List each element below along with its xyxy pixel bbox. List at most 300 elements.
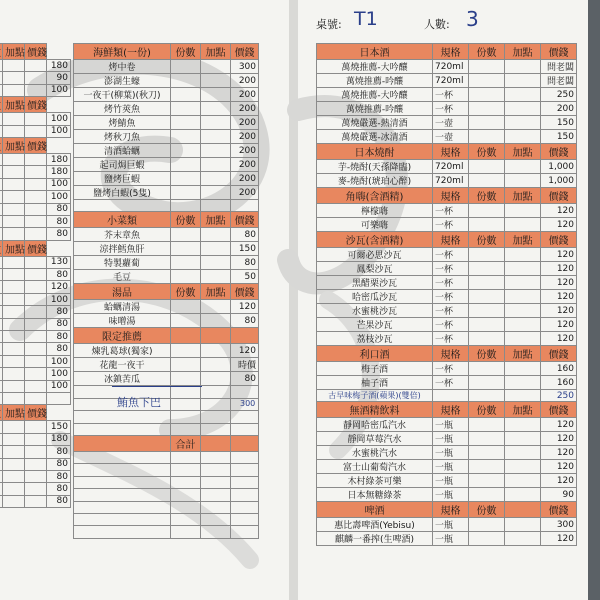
extra-cell [505,488,541,502]
menu-item-row [317,474,577,488]
item-name-cell: 萬燒推薦-大吟釀 [317,60,433,74]
section-header-row [0,137,71,153]
extra-cell [505,362,541,376]
quantity-cell [3,380,25,392]
extra-cell [201,60,231,74]
menu-item-row [0,458,71,470]
menu-item-row [317,174,577,188]
menu-item-row [74,116,259,130]
price-cell: 130 [47,256,71,268]
menu-item-row [317,518,577,532]
menu-item-row [74,344,259,358]
extra-cell [201,300,231,314]
menu-item-row [0,125,71,137]
price-cell: 200 [231,144,259,158]
price-cell: 200 [231,172,259,186]
quantity-cell [3,318,25,330]
menu-item-row [0,113,71,125]
extra-cell [201,464,231,476]
header-cell: 日本酒 [317,44,433,60]
header-cell: 價錢 [231,212,259,228]
extra-cell [25,178,47,190]
quantity-cell [469,390,505,402]
extra-cell [25,281,47,293]
header-cell: 小菜類 [74,212,171,228]
menu-item-row [0,331,71,343]
header-cell: 價錢 [25,240,47,256]
price-cell [231,464,259,476]
header-cell: 規格 [433,402,469,418]
section-header-row [317,402,577,418]
extra-cell [505,518,541,532]
price-cell: 80 [47,483,71,495]
item-name-cell [74,411,171,423]
header-cell: 加點 [505,232,541,248]
price-cell: 200 [231,88,259,102]
section-header-row [74,328,259,344]
header-cell: 限定推薦 [74,328,171,344]
price-cell: 120 [541,332,577,346]
drinks-table [316,43,577,546]
price-cell: 200 [231,186,259,200]
item-name-cell [74,423,171,435]
quantity-cell [171,476,201,488]
item-name-cell: 靜岡哈密瓜汽水 [317,418,433,432]
menu-item-row [74,489,259,501]
quantity-cell [3,153,25,165]
quantity-cell [171,144,201,158]
menu-item-row [74,423,259,435]
extra-cell [201,513,231,525]
item-name-cell: 惠比壽啤酒(Yebisu) [317,518,433,532]
section-header-row [317,232,577,248]
item-name-cell: 可爾必思沙瓦 [317,248,433,262]
header-cell: 規格 [433,346,469,362]
extra-cell [505,532,541,546]
quantity-cell [171,451,201,463]
menu-item-row [317,276,577,290]
price-cell: 1,000 [541,174,577,188]
price-cell: 80 [47,331,71,343]
spec-cell: 一瓶 [433,488,469,502]
spec-cell: 一杯 [433,290,469,304]
extra-cell [505,102,541,116]
quantity-cell [469,174,505,188]
quantity-cell [171,186,201,200]
item-name-cell: 煉乳葛球(獨家) [74,344,171,358]
menu-item-row [317,460,577,474]
header-cell: 合計 [171,435,201,451]
price-cell: 50 [231,270,259,284]
extra-cell [201,102,231,116]
price-cell [231,200,259,212]
menu-item-row [0,495,71,507]
extra-cell [25,269,47,281]
section-header-row [74,284,259,300]
spec-cell: 一瓶 [433,474,469,488]
header-cell: 規格 [433,44,469,60]
price-cell [231,501,259,513]
header-cell: 規格 [433,232,469,248]
price-cell: 150 [541,116,577,130]
extra-cell [505,318,541,332]
menu-item-row [74,398,259,410]
extra-cell [505,276,541,290]
extra-cell [201,88,231,102]
item-name-cell: 富士山葡萄汽水 [317,460,433,474]
header-cell: 份數 [469,402,505,418]
extra-cell [25,318,47,330]
price-cell: 80 [231,228,259,242]
item-name-cell: 澎湖生蠔 [74,74,171,88]
menu-item-row [74,464,259,476]
header-cell: 加點 [3,405,25,421]
people-count-value: 3 [466,7,479,31]
handwritten-item: 鮪魚下巴 [117,396,161,409]
quantity-cell [3,470,25,482]
quantity-cell [469,116,505,130]
item-name-cell: 麥-燒酎(琥珀心醉) [317,174,433,188]
menu-item-row [0,343,71,355]
section-header-row [317,188,577,204]
header-cell: 份數 [171,44,201,60]
header-cell: 湯品 [74,284,171,300]
item-name-cell: 萬燒推薦-吟釀 [317,74,433,88]
quantity-cell [469,460,505,474]
price-cell [231,411,259,423]
menu-item-row [0,392,71,404]
price-cell: 80 [47,470,71,482]
quantity-cell [3,113,25,125]
header-cell: 加點 [3,97,25,113]
price-cell [231,513,259,525]
quantity-cell [3,343,25,355]
menu-item-row [317,74,577,88]
header-cell: 價錢 [25,405,47,421]
item-name-cell: 荔枝沙瓦 [317,332,433,346]
menu-item-row [317,262,577,276]
quantity-cell [3,166,25,178]
menu-item-row [74,60,259,74]
menu-item-row [0,269,71,281]
price-cell: 120 [541,262,577,276]
header-cell: 價錢 [541,232,577,248]
extra-cell [505,160,541,174]
menu-item-row [0,203,71,215]
item-name-cell: 花龍一夜干 [74,358,171,372]
header-cell: 份數 [469,44,505,60]
menu-item-row [317,318,577,332]
item-name-cell [74,464,171,476]
left-menu-sheet [0,0,290,600]
item-name-cell [74,513,171,525]
price-cell [231,386,259,398]
extra-cell [25,433,47,445]
price-cell: 250 [541,88,577,102]
menu-item-row [317,160,577,174]
extra-cell [505,74,541,88]
quantity-cell [3,228,25,240]
quantity-cell [171,228,201,242]
header-cell: 加點 [505,402,541,418]
quantity-cell [171,74,201,88]
menu-item-row [0,483,71,495]
quantity-cell [3,269,25,281]
header-cell: 加點 [201,212,231,228]
page-fold [289,0,298,600]
extra-cell [201,74,231,88]
extra-cell [201,489,231,501]
menu-item-row [317,488,577,502]
header-cell: 加點 [505,144,541,160]
right-menu-sheet [298,0,588,600]
menu-item-row [74,372,259,386]
menu-item-row [74,476,259,488]
extra-cell [201,172,231,186]
price-cell: 300 [541,518,577,532]
quantity-cell [469,204,505,218]
extra-cell [25,495,47,507]
quantity-cell [469,474,505,488]
header-cell: 價錢 [541,502,577,518]
item-name-cell: 水蜜桃汽水 [317,446,433,460]
quantity-cell [171,172,201,186]
menu-item-row [74,256,259,270]
item-name-cell: 芥末章魚 [74,228,171,242]
item-name-cell: 檸檬嗨 [317,204,433,218]
header-cell: 角嗨(含酒精) [317,188,433,204]
spec-cell: 一杯 [433,204,469,218]
price-cell: 100 [47,113,71,125]
menu-item-row [317,418,577,432]
extra-cell [505,304,541,318]
price-cell: 80 [47,215,71,227]
extra-cell [201,358,231,372]
quantity-cell [171,158,201,172]
section-header-row [74,435,259,451]
price-cell: 120 [541,204,577,218]
quantity-cell [469,130,505,144]
price-cell: 100 [47,191,71,203]
handwritten-strike [112,386,202,387]
extra-cell [505,174,541,188]
item-name-cell: 可樂嗨 [317,218,433,232]
quantity-cell [469,290,505,304]
menu-item-row [74,88,259,102]
menu-item-row [0,178,71,190]
extra-cell [25,458,47,470]
quantity-cell [469,248,505,262]
quantity-cell [469,432,505,446]
price-cell: 80 [231,372,259,386]
price-cell: 80 [47,269,71,281]
item-name-cell: 烤鯖魚 [74,116,171,130]
quantity-cell [3,191,25,203]
extra-cell [505,218,541,232]
quantity-cell [469,532,505,546]
price-cell: 250 [541,390,577,402]
menu-item-row [74,130,259,144]
header-cell: 價錢 [541,188,577,204]
extra-cell [201,526,231,538]
price-cell: 120 [541,248,577,262]
extra-cell [201,242,231,256]
price-cell: 90 [541,488,577,502]
extra-cell [201,116,231,130]
spec-cell: 一杯 [433,218,469,232]
extra-cell [25,60,47,72]
item-name-cell: 清酒蛤蠣 [74,144,171,158]
extra-cell [201,130,231,144]
quantity-cell [3,331,25,343]
header-cell [201,328,231,344]
item-name-cell: 柚子酒 [317,376,433,390]
quantity-cell [469,332,505,346]
menu-item-row [0,166,71,178]
price-cell: 80 [47,446,71,458]
header-cell: 加點 [201,44,231,60]
menu-item-row [0,318,71,330]
header-cell: 價錢 [541,44,577,60]
extra-cell [201,270,231,284]
extra-cell [25,331,47,343]
menu-item-row [0,215,71,227]
spec-cell: 720ml [433,74,469,88]
quantity-cell [3,84,25,96]
section-header-row [317,44,577,60]
menu-item-row [0,368,71,380]
menu-item-row [74,158,259,172]
section-header-row [0,240,71,256]
item-name-cell: 靜岡草莓汽水 [317,432,433,446]
menu-item-row [74,270,259,284]
item-name-cell: 鹽烤白蝦(5隻) [74,186,171,200]
extra-cell [25,368,47,380]
price-cell: 120 [47,281,71,293]
menu-item-row [0,72,71,84]
extra-cell [201,386,231,398]
quantity-cell [3,293,25,305]
menu-item-row [0,281,71,293]
price-cell: 80 [47,458,71,470]
price-cell: 120 [541,290,577,304]
extra-cell [505,418,541,432]
item-name-cell: 麒麟一番搾(生啤酒) [317,532,433,546]
menu-item-row [74,186,259,200]
menu-item-row [317,218,577,232]
quantity-cell [3,178,25,190]
quantity-cell [469,276,505,290]
extra-cell [505,474,541,488]
extra-cell [201,344,231,358]
header-cell: 價錢 [541,144,577,160]
menu-item-row [74,102,259,116]
price-cell: 80 [47,318,71,330]
item-name-cell [74,451,171,463]
item-name-cell: 萬燒推薦-吟釀 [317,102,433,116]
extra-cell [505,60,541,74]
quantity-cell [469,60,505,74]
header-cell: 加點 [3,240,25,256]
item-name-cell: 古早味梅子酒(蘋果)(雙倍) [317,390,433,402]
quantity-cell [3,215,25,227]
seafood-table [73,43,259,539]
extra-cell [505,446,541,460]
section-header-row [74,212,259,228]
extra-cell [505,432,541,446]
menu-item-row [0,60,71,72]
quantity-cell [3,125,25,137]
item-name-cell: 冰鎮苦瓜 [74,372,171,386]
price-cell: 120 [541,418,577,432]
quantity-cell [171,116,201,130]
item-name-cell: 梅子酒 [317,362,433,376]
price-cell: 160 [541,362,577,376]
header-cell: 海鮮類(一份) [74,44,171,60]
menu-item-row [317,362,577,376]
menu-item-row [0,355,71,367]
quantity-cell [469,446,505,460]
price-cell: 200 [231,130,259,144]
extra-cell [25,470,47,482]
spec-cell: 720ml [433,174,469,188]
header-cell: 價錢 [25,44,47,60]
price-cell: 120 [541,460,577,474]
quantity-cell [469,304,505,318]
quantity-cell [3,60,25,72]
quantity-cell [3,433,25,445]
menu-item-row [317,130,577,144]
price-cell: 200 [231,116,259,130]
extra-cell [505,390,541,402]
spec-cell: 720ml [433,60,469,74]
quantity-cell [171,256,201,270]
extra-cell [25,421,47,433]
menu-item-row [317,390,577,402]
extra-cell [201,158,231,172]
price-cell: 180 [47,433,71,445]
header-cell: 加點 [505,44,541,60]
menu-item-row [0,256,71,268]
price-cell: 120 [541,446,577,460]
quantity-cell [171,60,201,74]
price-cell: 80 [47,228,71,240]
spec-cell [433,390,469,402]
quantity-cell [171,300,201,314]
menu-item-row [74,411,259,423]
menu-item-row [317,248,577,262]
section-header-row [317,502,577,518]
price-cell [231,476,259,488]
menu-item-row [74,74,259,88]
extra-cell [25,446,47,458]
quantity-cell [3,306,25,318]
header-cell: 份數 [469,232,505,248]
price-cell [231,423,259,435]
menu-item-row [74,513,259,525]
quantity-cell [171,314,201,328]
menu-item-row [0,421,71,433]
header-cell: 加點 [505,346,541,362]
extra-cell [201,314,231,328]
quantity-cell [3,483,25,495]
item-name-cell: 黑醋栗沙瓦 [317,276,433,290]
item-name-cell: 烤秋刀魚 [74,130,171,144]
header-cell: 無酒精飲料 [317,402,433,418]
header-cell: 加點 [3,44,25,60]
item-name-cell: 哈密瓜沙瓦 [317,290,433,304]
extra-cell [201,411,231,423]
